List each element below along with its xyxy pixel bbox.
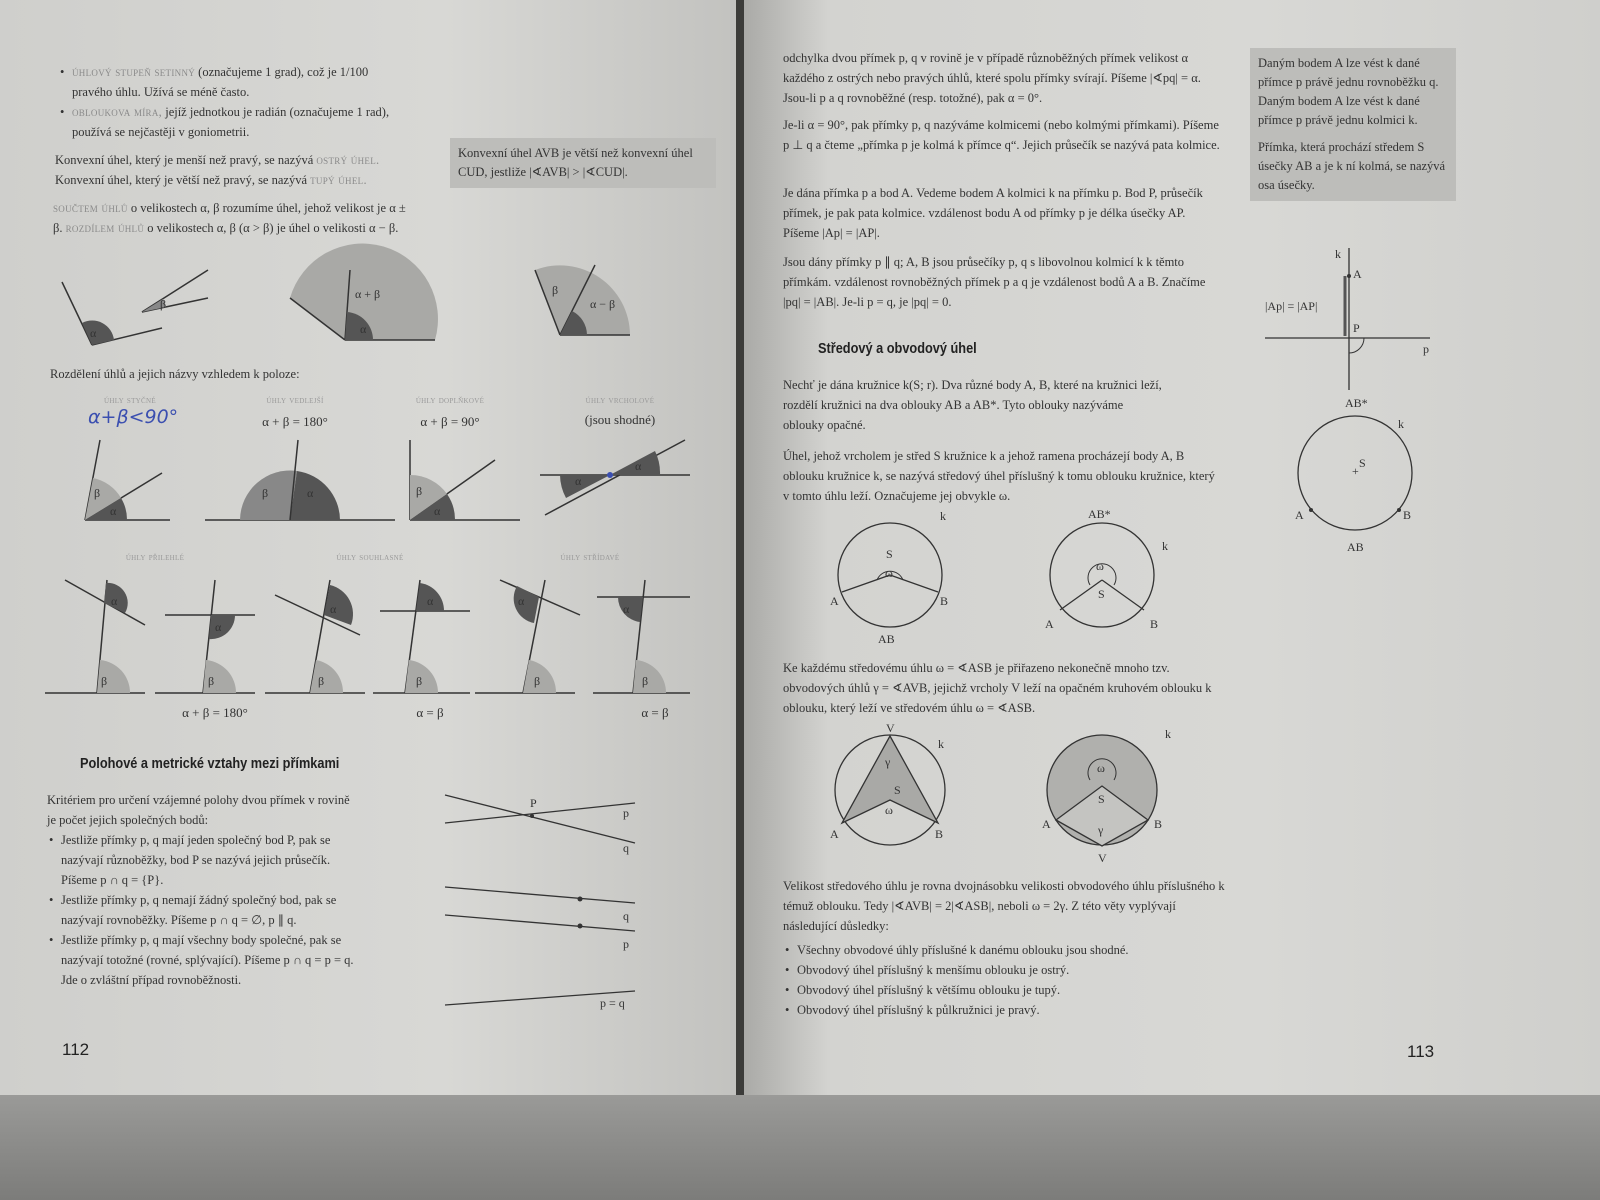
svg-text:+: +	[1352, 464, 1359, 478]
corresponding-angles-1	[265, 580, 365, 693]
svg-text:α: α	[434, 504, 441, 518]
co-interior-angles-1	[45, 580, 145, 693]
svg-text:α: α	[330, 602, 337, 616]
criterion-text: Kritériem pro určení vzájemné polohy dvou přímek v rovině je počet jejich společných bodů:	[47, 793, 350, 827]
bullet-grad: • úhlový stupeň setinný (označujeme 1 grad), což je 1/100 pravého úhlu. Užívá se méně často.	[72, 62, 398, 102]
svg-text:p = q: p = q	[600, 996, 625, 1010]
svg-text:S: S	[1098, 792, 1105, 806]
bullet-intersecting: • Jestliže přímky p, q mají jeden společný bod P, pak se nazývají různoběžky, bod P se nazývá jejich průsečík. Píšeme p ∩ q = {P}.	[61, 830, 357, 890]
svg-text:AB*: AB*	[1345, 396, 1368, 410]
page-number-left: 112	[62, 1040, 90, 1059]
svg-text:γ: γ	[1098, 823, 1104, 837]
svg-text:α: α	[307, 486, 314, 500]
svg-text:B: B	[1403, 508, 1412, 522]
svg-text:α: α	[215, 620, 222, 634]
corresponding-angles-2	[373, 580, 470, 693]
svg-text:α: α	[635, 459, 642, 473]
svg-text:P: P	[530, 796, 537, 810]
svg-text:p: p	[623, 806, 629, 820]
svg-text:α: α	[427, 594, 434, 608]
svg-text:A: A	[830, 594, 839, 608]
svg-text:α: α	[518, 594, 525, 608]
caption-alternate: úhly střídavé	[560, 552, 620, 563]
section-title-angles: Středový a obvodový úhel	[818, 340, 977, 357]
vertical-angles-figure	[540, 440, 690, 515]
angle-type-figures	[50, 435, 700, 530]
svg-text:α: α	[90, 326, 97, 340]
page-number-right: 113	[1407, 1042, 1435, 1061]
svg-text:k: k	[940, 509, 946, 523]
svg-text:ω: ω	[885, 803, 893, 817]
caption-corresponding: úhly souhlasné	[336, 552, 404, 563]
unit-bullets	[58, 62, 398, 142]
svg-text:α: α	[575, 474, 582, 488]
caption-contact-angles: úhly styčné	[104, 395, 156, 406]
svg-text:AB: AB	[1347, 540, 1364, 554]
svg-text:β: β	[94, 486, 101, 500]
formula-alternate: α = β	[641, 705, 669, 720]
inscribed-angle-figures	[820, 721, 1180, 868]
svg-text:V: V	[1098, 851, 1107, 865]
caption-adjacent-angles: úhly vedlejší	[266, 395, 324, 406]
para-theorem: Velikost středového úhlu je rovna dvojnásobku velikosti obvodového úhlu příslušného k témuž oblouku. Tedy |∢AVB| = 2|∢ASB|, neboli ω = 2γ. Z této věty vyplývají následující důsledky:	[783, 879, 1225, 933]
svg-text:β: β	[101, 674, 108, 688]
svg-text:ω: ω	[1097, 761, 1105, 775]
svg-text:β: β	[416, 674, 423, 688]
svg-text:β: β	[552, 283, 559, 297]
caption-complementary-angles: úhly doplňkové	[415, 395, 485, 406]
svg-text:q: q	[623, 909, 629, 923]
adjacent-angles-figure	[205, 440, 395, 520]
svg-text:α: α	[111, 594, 118, 608]
svg-text:B: B	[1150, 617, 1159, 631]
parallel-angles-figures	[45, 575, 705, 695]
consequence-4: • Obvodový úhel příslušný k půlkružnici je pravý.	[797, 1000, 1233, 1020]
line-relations-list	[47, 830, 357, 990]
consequence-1: • Všechny obvodové úhly příslušné k danému oblouku jsou shodné.	[797, 940, 1233, 960]
angle-diff-figure	[535, 265, 630, 335]
svg-text:S: S	[1359, 456, 1366, 470]
svg-text:α − β: α − β	[590, 297, 616, 311]
sum-diff-text: součtem úhlů o velikostech α, β rozumíme úhel, jehož velikost je α ± β. rozdílem úhlů o velikostech α, β (α > β) je úhel o velikosti α − β.	[53, 201, 406, 235]
para-central-angle: Úhel, jehož vrcholem je střed S kružnice k a jehož ramena procházejí body A, B oblouku kružnice k, se nazývá středový úhel příslušný k tomu oblouku kružnice, který v tomto úhlu leží. Označujeme jej obvykle ω.	[783, 449, 1215, 503]
para-arcs: Nechť je dána kružnice k(S; r). Dva různé body A, B, které na kružnici leží, rozdělí kružnici na dva oblouky AB a AB*. Tyto oblouky nazýváme oblouky opačné.	[783, 378, 1162, 432]
svg-text:p: p	[1423, 342, 1429, 356]
svg-text:A: A	[1295, 508, 1304, 522]
svg-text:S: S	[1098, 587, 1105, 601]
svg-text:P: P	[1353, 321, 1360, 335]
bullet-parallel: • Jestliže přímky p, q nemají žádný společný bod, pak se nazývají rovnoběžky. Píšeme p ∩ q = ∅, p ∥ q.	[61, 890, 357, 930]
caption-vertical-angles: úhly vrcholové	[585, 395, 655, 406]
svg-text:α: α	[110, 504, 117, 518]
svg-text:β: β	[208, 674, 215, 688]
formula-corresponding: α = β	[416, 705, 444, 720]
svg-text:S: S	[894, 783, 901, 797]
svg-text:q: q	[623, 841, 629, 855]
table-surface	[0, 1095, 1600, 1200]
line-relations-figure	[445, 795, 645, 1015]
para-deviation: odchylka dvou přímek p, q v rovině je v případě různoběžných přímek velikost α každého z ostrých nebo pravých úhlů, které spolu přímky svírají. Píšeme |∢pq| = α. Jsou-li p a q rovnoběžné (resp. totožné), pak α = 0°.	[783, 51, 1201, 105]
alternate-angles-2	[593, 580, 690, 693]
handwritten-note: α+β<90°	[88, 406, 179, 428]
svg-text:α: α	[360, 322, 367, 336]
convex-angle-box: Konvexní úhel AVB je větší než konvexní úhel CUD, jestliže |∢AVB| > |∢CUD|.	[450, 138, 716, 188]
division-title: Rozdělení úhlů a jejich názvy vzhledem k poloze:	[50, 367, 300, 381]
formula-adjacent: α + β = 180°	[262, 414, 328, 429]
co-interior-angles-2	[155, 580, 255, 693]
svg-text:B: B	[935, 827, 944, 841]
central-angle-large	[1045, 507, 1168, 631]
svg-text:A: A	[1045, 617, 1054, 631]
alternate-angles-1	[475, 580, 580, 693]
svg-text:p: p	[623, 937, 629, 951]
section-title-lines: Polohové a metrické vztahy mezi přímkami	[80, 755, 340, 772]
inscribed-angle-small	[830, 721, 945, 845]
para-inscribed-angle: Ke každému středovému úhlu ω = ∢ASB je přiřazeno nekonečně mnoho tzv. obvodových úhlů γ = ∢AVB, jejichž vrcholy V leží na opačném kruhovém oblouku k oblouku, který leží ve středovém úhlu ω = ∢ASB.	[783, 661, 1212, 715]
svg-text:k: k	[1398, 417, 1404, 431]
svg-text:ω: ω	[1096, 559, 1104, 573]
book-spine	[736, 0, 744, 1100]
formula-complementary: α + β = 90°	[420, 414, 480, 429]
formula-vertical: (jsou shodné)	[584, 412, 656, 427]
bullet-radian: • obloukova míra, jejíž jednotkou je radián (označujeme 1 rad), používá se nejčastěji v goniometrii.	[72, 102, 398, 142]
complementary-angles-figure	[410, 440, 520, 520]
svg-text:A: A	[1353, 267, 1362, 281]
side-box-uniqueness: Daným bodem A lze vést k dané přímce p právě jednu rovnoběžku q. Daným bodem A lze vést k dané přímce p právě jednu kolmici k. Přímka, která prochází středem S úsečky AB a je k ní kolmá, se nazývá osa úsečky.	[1250, 48, 1456, 201]
angle-sum-figures	[50, 260, 700, 360]
svg-text:V: V	[886, 721, 895, 735]
para-point-distance: Je dána přímka p a bod A. Vedeme bodem A kolmici k na přímku p. Bod P, průsečík přímek, je pak pata kolmice. vzdálenost bodu A od přímky p je délka úsečky AP. Píšeme |Ap| = |AP|.	[783, 186, 1203, 240]
svg-text:β: β	[416, 484, 423, 498]
svg-text:AB*: AB*	[1088, 507, 1111, 521]
arcs-circle-figure	[1275, 395, 1435, 555]
consequence-3: • Obvodový úhel příslušný k většímu oblouku je tupý.	[797, 980, 1233, 1000]
svg-text:β: β	[160, 297, 167, 311]
svg-text:|Ap| = |AP|: |Ap| = |AP|	[1265, 299, 1318, 313]
para-perpendicular: Je-li α = 90°, pak přímky p, q nazýváme kolmicemi (nebo kolmými přímkami). Píšeme p ⊥ q a čteme „přímka p je kolmá k přímce q“. Jejich průsečík se nazývá pata kolmice.	[783, 118, 1220, 152]
svg-text:k: k	[1162, 539, 1168, 553]
svg-text:B: B	[1154, 817, 1163, 831]
svg-text:k: k	[1165, 727, 1171, 741]
svg-text:β: β	[642, 674, 649, 688]
svg-text:β: β	[318, 674, 325, 688]
acute-obtuse-text: Konvexní úhel, který je menší než pravý, se nazývá ostrý úhel. Konvexní úhel, který je větší než pravý, se nazývá tupý úhel.	[55, 153, 380, 187]
contact-angles-figure	[85, 440, 170, 520]
caption-co-interior: úhly přilehlé	[125, 552, 185, 563]
svg-text:β: β	[262, 486, 269, 500]
perpendicular-figure	[1265, 248, 1445, 393]
inscribed-angle-large	[1042, 727, 1171, 865]
para-parallel-distance: Jsou dány přímky p ∥ q; A, B jsou průsečíky p, q s libovolnou kolmicí k k těmto přímkám. vzdálenost rovnoběžných přímek p a q je vzdálenost bodů A a B. Značíme |pq| = |AB|. Je-li p = q, je |pq| = 0.	[783, 255, 1206, 309]
svg-text:AB: AB	[878, 632, 895, 646]
angle-alpha-figure	[62, 282, 162, 345]
formula-co-interior: α + β = 180°	[182, 705, 248, 720]
svg-text:γ: γ	[885, 755, 891, 769]
svg-text:A: A	[1042, 817, 1051, 831]
svg-text:A: A	[830, 827, 839, 841]
consequence-2: • Obvodový úhel příslušný k menšímu oblouku je ostrý.	[797, 960, 1233, 980]
svg-text:S: S	[886, 547, 893, 561]
central-angle-figures	[820, 507, 1180, 650]
consequences-list	[783, 940, 1233, 1020]
angle-beta-figure	[142, 270, 208, 312]
svg-text:ω: ω	[885, 566, 893, 580]
svg-text:B: B	[940, 594, 949, 608]
svg-text:β: β	[534, 674, 541, 688]
svg-text:k: k	[1335, 247, 1341, 261]
central-angle-small	[830, 509, 948, 646]
svg-text:α + β: α + β	[355, 287, 381, 301]
svg-text:k: k	[938, 737, 944, 751]
svg-text:α: α	[623, 602, 630, 616]
bullet-identical: • Jestliže přímky p, q mají všechny body společné, pak se nazývají totožné (rovné, splývající). Píšeme p ∩ q = p = q. Jde o zvláštní případ rovnoběžnosti.	[61, 930, 357, 990]
